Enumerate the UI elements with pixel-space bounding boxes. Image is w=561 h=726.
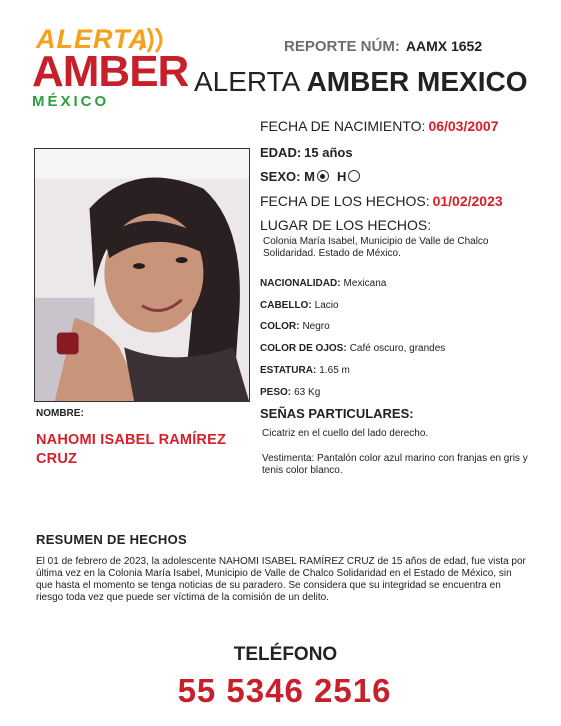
marks-label: SEÑAS PARTICULARES: [260, 406, 414, 421]
eye-color-label: COLOR DE OJOS: [260, 343, 347, 354]
eye-color-value: Café oscuro, grandes [349, 343, 446, 354]
eye-color-field [260, 343, 445, 354]
sex-m-radio [317, 170, 329, 182]
nationality-label: NACIONALIDAD: [260, 278, 341, 289]
age-value: 15 años [304, 145, 353, 160]
age-field [260, 145, 353, 160]
report-number-value: AAMX 1652 [405, 38, 483, 54]
title-light: ALERTA [194, 66, 299, 97]
report-number [284, 38, 482, 55]
hair-color-value: Negro [302, 321, 330, 332]
sex-option-m-label: M [304, 169, 315, 184]
phone-label: TELÉFONO [233, 644, 338, 665]
report-label: REPORTE NÚM: [284, 38, 400, 55]
nationality-field [260, 278, 386, 289]
amber-alert-logo [28, 22, 189, 114]
hair-label: CABELLO: [260, 300, 312, 311]
logo-mexico-text: MÉXICO [32, 93, 110, 110]
name-label: NOMBRE: [36, 408, 84, 419]
age-label: EDAD: [260, 145, 302, 160]
sex-h-radio [348, 170, 360, 182]
height-value: 1.65 m [319, 365, 350, 376]
birth-date-label: FECHA DE NACIMIENTO: [260, 118, 426, 134]
missing-person-photo [34, 148, 250, 402]
height-label: ESTATURA: [260, 365, 317, 376]
hair-field [260, 300, 339, 311]
marks-value: Cicatriz en el cuello del lado derecho. [262, 428, 429, 439]
hair-color-field [260, 321, 330, 332]
summary-title: RESUMEN DE HECHOS [36, 532, 188, 547]
person-name: NAHOMI ISABEL RAMÍREZ CRUZ [36, 432, 227, 467]
nationality-value: Mexicana [343, 278, 387, 289]
incident-date-label: FECHA DE LOS HECHOS: [260, 193, 430, 209]
page-title [194, 66, 527, 98]
sex-option-h-label: H [336, 169, 347, 184]
weight-field [260, 387, 320, 398]
incident-place-value: Colonia María Isabel, Municipio de Valle de Chalco Solidaridad. Estado de México. [263, 236, 489, 259]
sex-label: SEXO: [260, 169, 301, 184]
logo-alerta-text: ALERTA [36, 24, 149, 54]
birth-date-field [260, 118, 499, 134]
incident-place-label: LUGAR DE LOS HECHOS: [260, 217, 432, 233]
birth-date-value: 06/03/2007 [428, 118, 499, 134]
incident-date-value: 01/02/2023 [432, 193, 503, 209]
hair-value: Lacio [314, 300, 339, 311]
summary-text: El 01 de febrero de 2023, la adolescente NAHOMI ISABEL RAMÍREZ CRUZ de 15 años de edad, fue vista por última vez en la Colonia María Isabel, Municipio de Valle de Chalco Solidaridad en el Estado de México, sin que hasta el momento se tenga noticias de su paradero. Se considera que su integridad se encuentra en riesgo toda vez que puede ser víctima de la comisión de un delito. [36, 556, 526, 603]
incident-date-field [260, 193, 503, 209]
weight-label: PESO: [260, 387, 292, 398]
phone-number: 55 5346 2516 [177, 672, 392, 709]
title-bold: AMBER MEXICO [306, 66, 528, 97]
logo-amber-text: AMBER [32, 47, 189, 96]
sex-field [260, 169, 368, 184]
hair-color-label: COLOR: [260, 321, 300, 332]
weight-value: 63 Kg [294, 387, 321, 398]
clothing-value: Vestimenta: Pantalón color azul marino con franjas en gris y tenis color blanco. [262, 453, 528, 476]
height-field [260, 365, 350, 376]
